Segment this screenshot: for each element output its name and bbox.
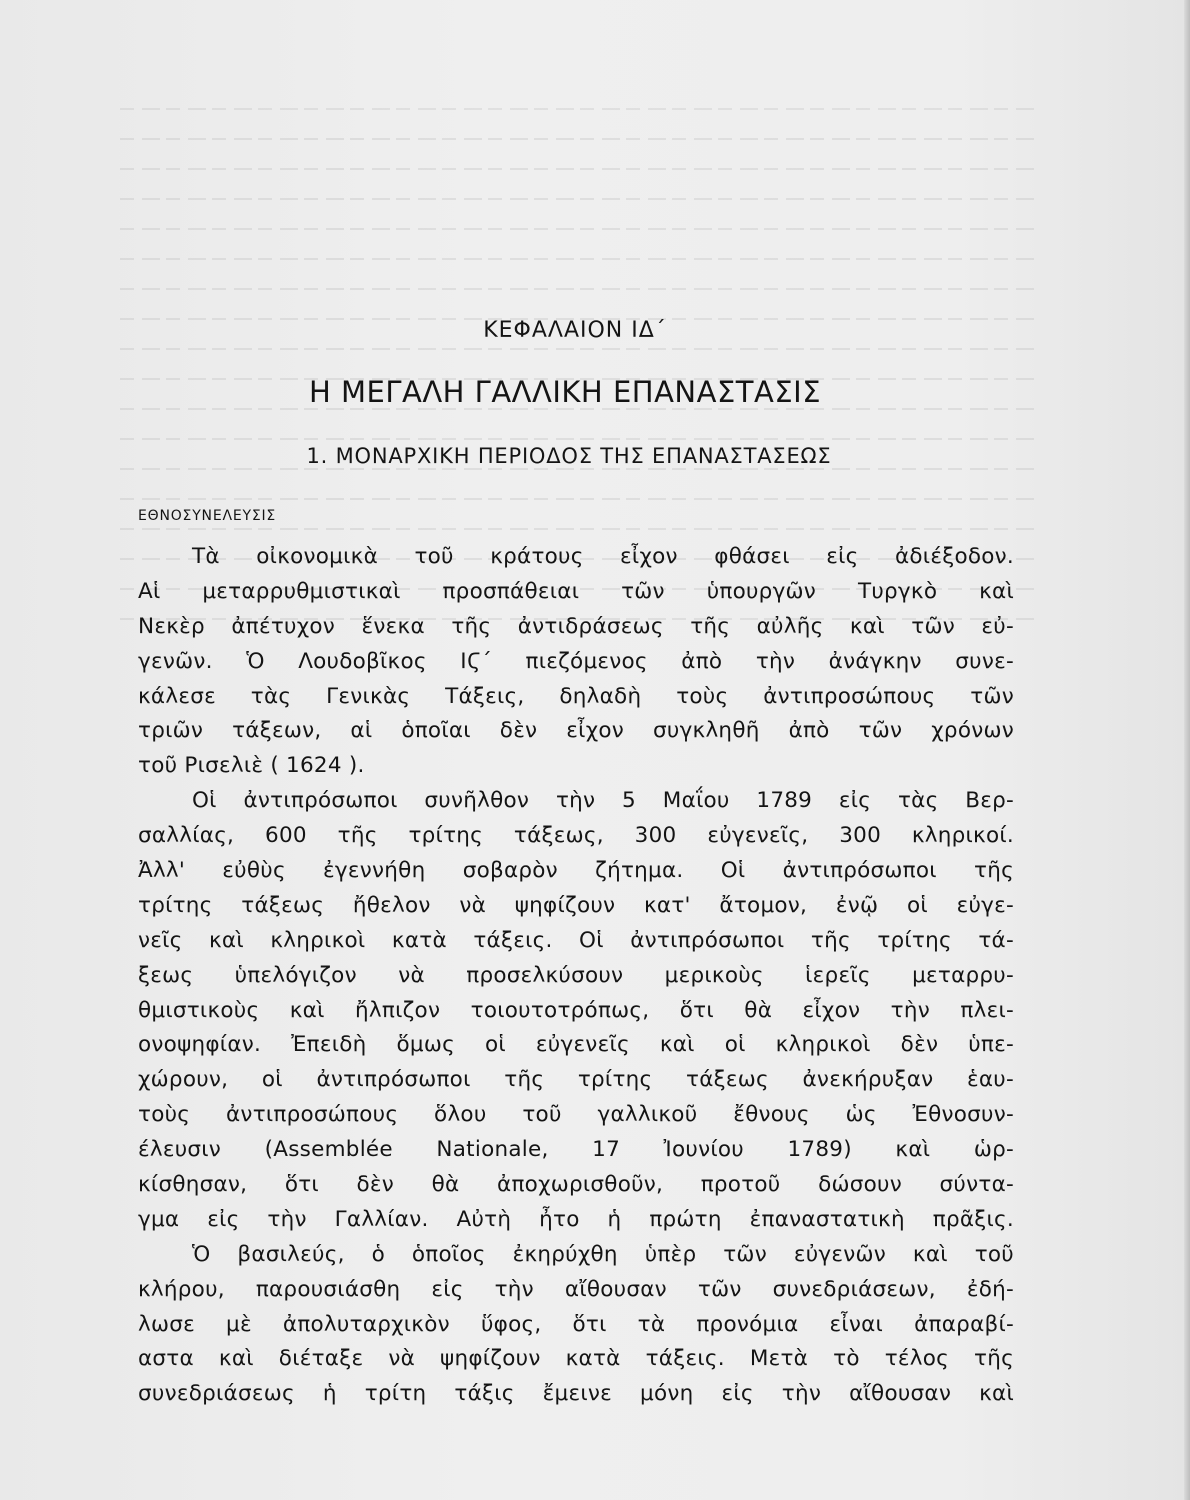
- section-title: 1. ΜΟΝΑΡΧΙΚΗ ΠΕΡΙΟΔΟΣ ΤΗΣ ΕΠΑΝΑΣΤΑΣΕΩΣ: [306, 444, 832, 468]
- text-line: τριῶν τάξεων, αἱ ὁποῖαι δὲν εἶχον συγκληθῆ ἀπὸ τῶν χρόνων: [138, 718, 1014, 744]
- chapter-title: Η ΜΕΓΑΛΗ ΓΑΛΛΙΚΗ ΕΠΑΝΑΣΤΑΣΙΣ: [308, 375, 822, 409]
- text-line: συνεδριάσεως ἡ τρίτη τάξις ἔμεινε μόνη εἰς τὴν αἴθουσαν καὶ: [138, 1381, 1014, 1407]
- text-line: ονοψηφίαν. Ἐπειδὴ ὅμως οἱ εὐγενεῖς καὶ οἱ κληρικοὶ δὲν ὑπε-: [138, 1032, 1014, 1058]
- text-line: έλευσιν (Assemblée Nationale, 17 Ἰουνίου 1789) καὶ ὡρ-: [138, 1137, 1014, 1163]
- text-line: Νεκὲρ ἀπέτυχον ἕνεκα τῆς ἀντιδράσεως τῆς αὐλῆς καὶ τῶν εὐ-: [138, 613, 1014, 639]
- text-line: Τὰ οἰκονομικὰ τοῦ κράτους εἶχον φθάσει εἰς ἀδιέξοδον.: [192, 544, 1014, 569]
- text-line: χώρουν, οἱ ἀντιπρόσωποι τῆς τρίτης τάξεως ἀνεκήρυξαν ἑαυ-: [138, 1067, 1014, 1093]
- text-line: νεῖς καὶ κληρικοὶ κατὰ τάξεις. Οἱ ἀντιπρόσωποι τῆς τρίτης τά-: [138, 927, 1014, 953]
- chapter-label: ΚΕΦΑΛΑΙΟΝ ΙΔ΄: [483, 318, 667, 343]
- text-line: Ἀλλ' εὐθὺς ἐγεννήθη σοβαρὸν ζήτημα. Οἱ ἀντιπρόσωποι τῆς: [138, 858, 1014, 884]
- text-line: θμιστικοὺς καὶ ἤλπιζον τοιουτοτρόπως, ὅτι θὰ εἶχον τὴν πλει-: [138, 997, 1014, 1023]
- text-line: Ὁ βασιλεύς, ὁ ὁποῖος ἐκηρύχθη ὑπὲρ τῶν εὐγενῶν καὶ τοῦ: [192, 1241, 1014, 1267]
- text-line: σαλλίας, 600 τῆς τρίτης τάξεως, 300 εὐγενεῖς, 300 κληρικοί.: [138, 823, 1014, 849]
- text-line: τοὺς ἀντιπροσώπους ὅλου τοῦ γαλλικοῦ ἔθνους ὡς Ἐθνοσυν-: [138, 1102, 1014, 1128]
- page-edge-shadow: [1184, 0, 1190, 1500]
- body-text: [138, 540, 1014, 1412]
- text-line: Αἱ μεταρρυθμιστικαὶ προσπάθειαι τῶν ὑπουργῶν Τυργκὸ καὶ: [138, 578, 1014, 604]
- text-line: τοῦ Ρισελιὲ ( 1624 ).: [138, 753, 365, 779]
- text-line: γενῶν. Ὁ Λουδοβῖκος ΙϚ΄ πιεζόμενος ἀπὸ τὴν ἀνάγκην συνε-: [138, 648, 1014, 674]
- text-line: Οἱ ἀντιπρόσωποι συνῆλθον τὴν 5 Μαΐου 1789 εἰς τὰς Βερ-: [192, 788, 1014, 814]
- text-line: κάλεσε τὰς Γενικὰς Τάξεις, δηλαδὴ τοὺς ἀντιπροσώπους τῶν: [138, 683, 1014, 709]
- text-line: λωσε μὲ ἀπολυταρχικὸν ὕφος, ὅτι τὰ προνόμια εἶναι ἀπαραβί-: [138, 1311, 1014, 1337]
- text-line: τρίτης τάξεως ἤθελον νὰ ψηφίζουν κατ' ἄτομον, ἐνῷ οἱ εὐγε-: [138, 892, 1014, 918]
- text-line: κίσθησαν, ὅτι δὲν θὰ ἀποχωρισθοῦν, προτοῦ δώσουν σύντα-: [138, 1172, 1014, 1198]
- text-line: γμα εἰς τὴν Γαλλίαν. Αὐτὴ ἦτο ἡ πρώτη ἐπαναστατικὴ πρᾶξις.: [138, 1206, 1014, 1232]
- text-line: ξεως ὑπελόγιζον νὰ προσελκύσουν μερικοὺς ἱερεῖς μεταρρυ-: [138, 962, 1014, 988]
- side-heading: ΕΘΝΟΣΥΝΕΛΕΥΣΙΣ: [138, 508, 277, 524]
- text-line: αστα καὶ διέταξε νὰ ψηφίζουν κατὰ τάξεις. Μετὰ τὸ τέλος τῆς: [138, 1346, 1014, 1372]
- text-line: κλήρου, παρουσιάσθη εἰς τὴν αἴθουσαν τῶν συνεδριάσεων, ἐδή-: [138, 1276, 1014, 1302]
